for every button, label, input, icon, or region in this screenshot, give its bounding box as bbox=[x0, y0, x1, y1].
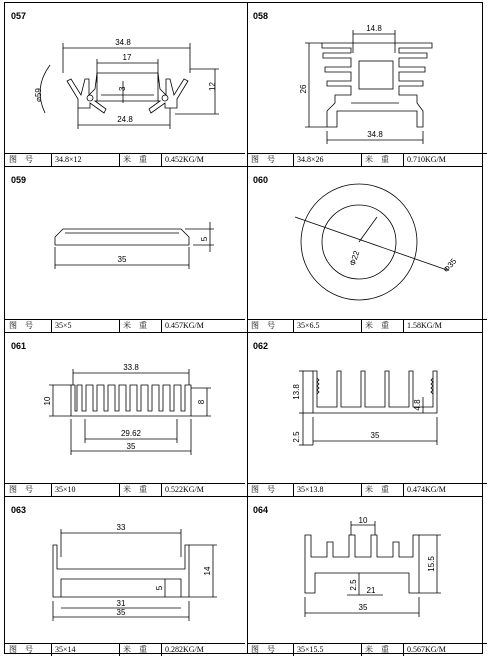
weight-label: 米 重 bbox=[123, 321, 147, 330]
profile-size: 35×6.5 bbox=[297, 321, 320, 330]
drawing-no-label: 图 号 bbox=[9, 321, 33, 330]
profile-size: 35×10 bbox=[55, 485, 76, 494]
spec-separator bbox=[51, 154, 52, 166]
profile-size: 35×15.5 bbox=[297, 645, 324, 654]
dim-height: 26 bbox=[299, 84, 308, 94]
catalog-sheet bbox=[4, 2, 483, 654]
profile-cell-060 bbox=[247, 167, 487, 332]
spec-separator bbox=[119, 644, 120, 656]
profile-number: 058 bbox=[253, 11, 269, 21]
dim-inner: 17 bbox=[122, 53, 132, 62]
spec-separator bbox=[403, 154, 404, 166]
profile-drawing-057 bbox=[5, 3, 245, 153]
dim-width: 35 bbox=[117, 255, 127, 264]
profile-cell-063 bbox=[5, 497, 245, 655]
dim-top: 33 bbox=[116, 523, 126, 532]
dim-width: 34.8 bbox=[115, 38, 131, 47]
profile-size: 35×5 bbox=[55, 321, 72, 330]
profile-drawing-062 bbox=[247, 333, 484, 483]
weight-label: 米 重 bbox=[365, 155, 389, 164]
dim-inner: 29.62 bbox=[120, 429, 142, 438]
dim-width: 35 bbox=[358, 603, 368, 612]
spec-separator bbox=[361, 320, 362, 332]
spec-row-057 bbox=[5, 153, 245, 166]
weight-label: 米 重 bbox=[123, 485, 147, 494]
profile-number: 059 bbox=[11, 175, 27, 185]
profile-drawing-058 bbox=[247, 3, 484, 153]
spec-row-060 bbox=[247, 319, 487, 332]
spec-row-064 bbox=[247, 643, 487, 656]
dim-width: 35 bbox=[116, 608, 126, 617]
dim-height: 12 bbox=[208, 82, 217, 91]
profile-number: 064 bbox=[253, 505, 269, 515]
weight-label: 米 重 bbox=[365, 485, 389, 494]
spec-separator bbox=[361, 484, 362, 496]
drawing-no-label: 图 号 bbox=[251, 485, 275, 494]
spec-row-059 bbox=[5, 319, 245, 332]
dim-width: 35 bbox=[370, 431, 380, 440]
dim-base: 3 bbox=[118, 86, 127, 91]
spec-separator bbox=[293, 644, 294, 656]
spec-separator bbox=[361, 154, 362, 166]
spec-row-058 bbox=[247, 153, 487, 166]
profile-size: 35×13.8 bbox=[297, 485, 324, 494]
profile-number: 063 bbox=[11, 505, 27, 515]
dim-height: 10 bbox=[43, 396, 52, 406]
spec-separator bbox=[51, 644, 52, 656]
weight-label: 米 重 bbox=[365, 645, 389, 654]
spec-row-062 bbox=[247, 483, 487, 496]
spec-separator bbox=[51, 320, 52, 332]
spec-separator bbox=[161, 154, 162, 166]
spec-row-061 bbox=[5, 483, 245, 496]
profile-drawing-060 bbox=[247, 167, 484, 319]
profile-weight: 0.710KG/M bbox=[407, 155, 446, 164]
drawing-no-label: 图 号 bbox=[9, 645, 33, 654]
spec-separator bbox=[293, 320, 294, 332]
spec-separator bbox=[161, 644, 162, 656]
dim-top: 10 bbox=[358, 516, 368, 525]
profile-size: 34.8×26 bbox=[297, 155, 324, 164]
dim-angle: ⌀59 bbox=[34, 88, 43, 102]
profile-cell-057 bbox=[5, 3, 245, 166]
dim-outer-diameter: Φ35 bbox=[441, 256, 459, 275]
dim-height: 15.5 bbox=[427, 556, 436, 572]
spec-separator bbox=[361, 644, 362, 656]
spec-separator bbox=[403, 484, 404, 496]
dim-fin: 8 bbox=[197, 399, 206, 405]
spec-row-063 bbox=[5, 643, 245, 656]
spec-separator bbox=[119, 484, 120, 496]
profile-cell-058 bbox=[247, 3, 487, 166]
dim-base: 5 bbox=[155, 585, 164, 591]
profile-cell-059 bbox=[5, 167, 245, 332]
dim-height: 14 bbox=[203, 566, 212, 576]
profile-size: 34.8×12 bbox=[55, 155, 82, 164]
spec-separator bbox=[403, 320, 404, 332]
dim-height: 13.8 bbox=[292, 384, 301, 400]
weight-label: 米 重 bbox=[123, 155, 147, 164]
dim-top: 33.8 bbox=[123, 363, 139, 372]
weight-label: 米 重 bbox=[365, 321, 389, 330]
dim-inner: 31 bbox=[116, 599, 126, 608]
profile-drawing-064 bbox=[247, 497, 484, 643]
drawing-no-label: 图 号 bbox=[9, 485, 33, 494]
profile-weight: 0.452KG/M bbox=[165, 155, 204, 164]
profile-drawing-063 bbox=[5, 497, 245, 643]
profile-weight: 0.457KG/M bbox=[165, 321, 204, 330]
profile-drawing-059 bbox=[5, 167, 245, 319]
profile-weight: 0.282KG/M bbox=[165, 645, 204, 654]
drawing-no-label: 图 号 bbox=[251, 321, 275, 330]
profile-weight: 1.58KG/M bbox=[407, 321, 442, 330]
profile-number: 062 bbox=[253, 341, 269, 351]
dim-width: 35 bbox=[126, 442, 136, 451]
profile-cell-064 bbox=[247, 497, 487, 655]
drawing-no-label: 图 号 bbox=[251, 155, 275, 164]
profile-number: 061 bbox=[11, 341, 27, 351]
profile-drawing-061 bbox=[5, 333, 245, 483]
spec-separator bbox=[51, 484, 52, 496]
drawing-no-label: 图 号 bbox=[9, 155, 33, 164]
spec-separator bbox=[119, 320, 120, 332]
dim-inner: 21 bbox=[366, 586, 376, 595]
spec-separator bbox=[293, 154, 294, 166]
profile-weight: 0.567KG/M bbox=[407, 645, 446, 654]
dim-width: 34.8 bbox=[367, 130, 383, 139]
dim-base: 2.5 bbox=[292, 431, 301, 443]
weight-label: 米 重 bbox=[123, 645, 147, 654]
profile-number: 060 bbox=[253, 175, 269, 185]
spec-separator bbox=[161, 484, 162, 496]
dim-height: 5 bbox=[200, 236, 209, 242]
profile-size: 35×14 bbox=[55, 645, 76, 654]
spec-separator bbox=[119, 154, 120, 166]
dim-fin: 4.8 bbox=[413, 399, 422, 411]
spec-separator bbox=[161, 320, 162, 332]
spec-separator bbox=[293, 484, 294, 496]
profile-cell-062 bbox=[247, 333, 487, 496]
profile-cell-061 bbox=[5, 333, 245, 496]
dim-bottom: 24.8 bbox=[117, 115, 133, 124]
profile-number: 057 bbox=[11, 11, 27, 21]
profile-weight: 0.522KG/M bbox=[165, 485, 204, 494]
dim-inner-diameter: Φ22 bbox=[347, 249, 362, 267]
spec-separator bbox=[403, 644, 404, 656]
dim-base: 2.5 bbox=[349, 579, 358, 591]
profile-weight: 0.474KG/M bbox=[407, 485, 446, 494]
dim-top: 14.8 bbox=[366, 24, 382, 33]
drawing-no-label: 图 号 bbox=[251, 645, 275, 654]
